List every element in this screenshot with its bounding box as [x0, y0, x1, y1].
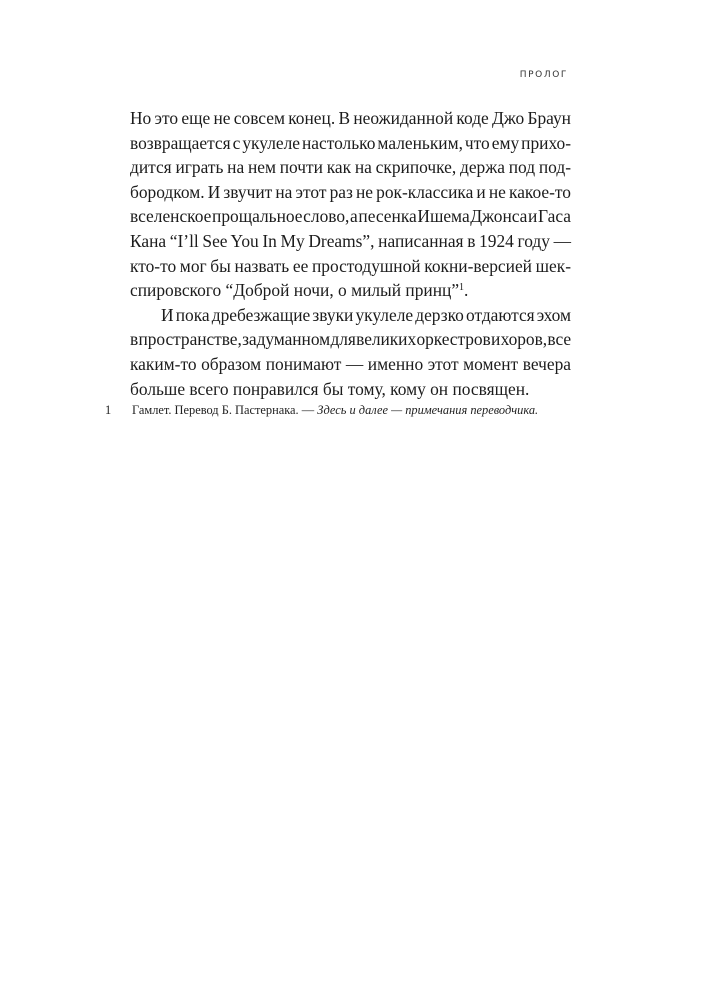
text-line: бородком. И звучит на этот раз не рок-классика и не какое-то — [130, 181, 571, 202]
footnote — [105, 403, 575, 418]
footnote-reference[interactable]: 1 — [459, 282, 465, 294]
text-line: в пространстве, задуманном для великих оркестров и хоров, все — [130, 329, 571, 350]
text-line: кто-то мог бы назвать ее простодушной кокни-версией шек- — [130, 255, 571, 276]
running-head: ПРОЛОГ — [519, 70, 568, 80]
paragraph-2 — [130, 303, 571, 401]
text-line: дится играть на нем почти как на скрипочке, держа под под- — [130, 157, 571, 178]
text-line: вселенское прощальное слово, а песенка Ишема Джонса и Гаса — [130, 206, 571, 227]
text-line: Кана “I’ll See You In My Dreams”, написанная в 1924 году — — [130, 230, 571, 251]
text-line-content: спировского “Доброй ночи, о милый принц” — [130, 280, 460, 301]
text-line: каким-то образом понимают — именно этот момент вечера — [130, 353, 571, 374]
footnote-italic-text: Здесь и далее — примечания переводчика. — [317, 403, 539, 417]
text-line-last — [130, 278, 571, 303]
footnote-text: Гамлет. Перевод Б. Пастернака. — — [132, 403, 318, 417]
footnote-number: 1 — [105, 403, 112, 417]
text-line: Но это еще не совсем конец. В неожиданной коде Джо Браун — [130, 108, 571, 128]
main-text — [130, 106, 571, 401]
text-line: возвращается с укулеле настолько маленьким, что ему прихо- — [130, 132, 571, 153]
sentence-end: . — [464, 280, 469, 301]
text-line-content: И пока дребезжащие звуки укулеле дерзко отдаются эхом — [161, 304, 571, 325]
paragraph-1 — [130, 106, 571, 303]
text-line-indented — [130, 303, 571, 328]
text-line-last: больше всего понравился бы тому, кому он посвящен. — [130, 378, 530, 399]
